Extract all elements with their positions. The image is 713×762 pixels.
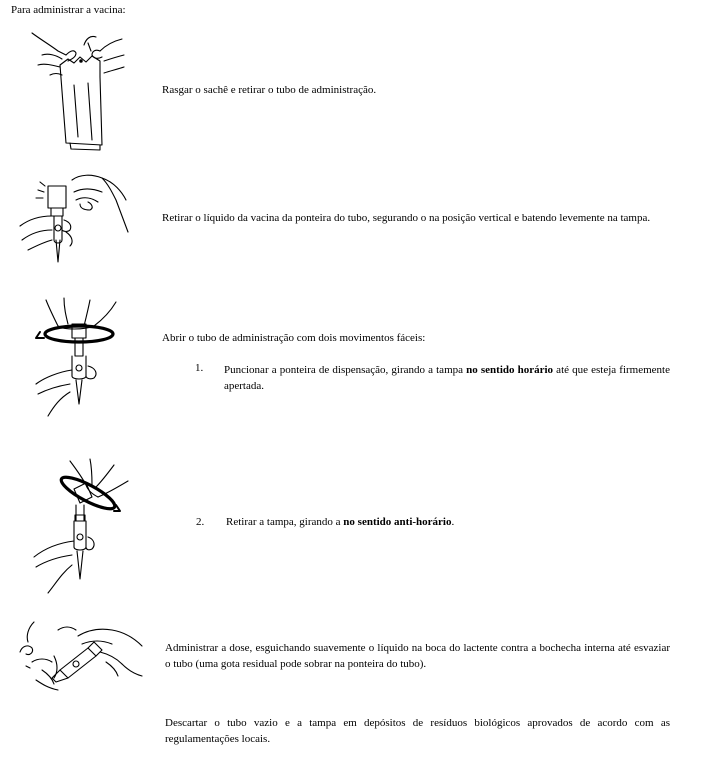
substep-2-text bbox=[226, 516, 454, 528]
instructions-heading: Para administrar a vacina: bbox=[11, 4, 126, 16]
twist-clockwise-illustration bbox=[34, 296, 130, 418]
tear-sachet-illustration bbox=[30, 25, 125, 155]
substep-2-text-end: . bbox=[451, 516, 455, 528]
substep-2-number: 2. bbox=[196, 516, 205, 528]
substep-1-text bbox=[224, 362, 670, 394]
substep-1-text-start: Puncionar a ponteira de dispensação, girando a tampa bbox=[224, 364, 467, 376]
administer-dose-illustration bbox=[18, 618, 146, 700]
tap-cap-illustration bbox=[18, 170, 136, 275]
substep-2-text-start: Retirar a tampa, girando a bbox=[226, 516, 344, 528]
step-discard-text: Descartar o tubo vazio e a tampa em depósitos de resíduos biológicos aprovados de acordo com as regulamentações locais. bbox=[165, 717, 670, 745]
step-remove-liquid-text: Retirar o líquido da vacina da ponteira do tubo, segurando o na posição vertical e batendo levemente na tampa. bbox=[162, 212, 651, 224]
step-administer-text: Administrar a dose, esguichando suavemente o líquido na boca do lactente contra a bochecha interna até esvaziar o tubo (uma gota residual pode sobrar na ponteira do tubo). bbox=[165, 642, 670, 670]
step-tear-text: Rasgar o sachê e retirar o tubo de administração. bbox=[162, 84, 377, 96]
twist-counterclockwise-illustration bbox=[30, 455, 134, 597]
substep-1-number: 1. bbox=[195, 362, 204, 374]
substep-2-direction: no sentido anti-horário bbox=[343, 516, 452, 528]
substep-1-direction: no sentido horário bbox=[466, 364, 554, 376]
step-open-tube-text: Abrir o tubo de administração com dois movimentos fáceis: bbox=[162, 332, 426, 344]
substep-1-text-end: até que esteja firmemente apertada. bbox=[224, 364, 670, 392]
